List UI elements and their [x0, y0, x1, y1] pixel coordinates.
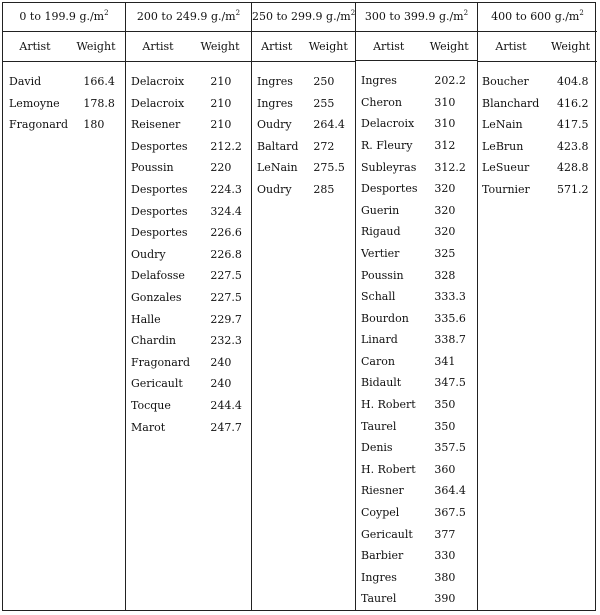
unit-exponent: 2	[350, 9, 356, 17]
table-row	[252, 71, 355, 93]
table-row	[252, 93, 355, 115]
table-row	[126, 179, 251, 201]
table-row	[356, 416, 477, 438]
weight-value: 357.5	[434, 441, 466, 455]
group-rows	[126, 62, 251, 438]
table-row	[126, 222, 251, 244]
artist-name: Delacroix	[131, 96, 185, 110]
weight-value: 360	[434, 462, 456, 476]
unit-label: g./m	[210, 10, 236, 23]
weight-value: 255	[313, 96, 335, 110]
weight-value: 347.5	[434, 376, 466, 390]
table-row	[478, 157, 597, 179]
weight-range-label: 250 to 299.9	[252, 10, 323, 23]
table-row	[356, 372, 477, 394]
weight-range-label: 400 to 600	[491, 10, 552, 23]
group-rows	[478, 62, 597, 201]
artist-name: Barbier	[361, 549, 404, 563]
artist-name: Desportes	[131, 204, 188, 218]
artist-name: Oudry	[131, 247, 166, 261]
weight-value: 275.5	[313, 161, 345, 175]
artist-name: Oudry	[257, 182, 292, 196]
weight-value: 350	[434, 419, 456, 433]
table-row	[126, 157, 251, 179]
artist-name: Desportes	[361, 182, 418, 196]
artist-column-header: Artist	[261, 40, 293, 53]
weight-value: 310	[434, 117, 456, 131]
table-row	[252, 114, 355, 136]
column-header-row	[356, 32, 477, 61]
weight-value: 390	[434, 592, 456, 606]
weight-value: 244.4	[210, 398, 242, 412]
table-row	[356, 394, 477, 416]
weight-value: 240	[210, 355, 232, 369]
weight-value: 404.8	[557, 75, 589, 88]
artist-name: Chardin	[131, 334, 176, 348]
artist-name: Ingres	[361, 570, 397, 584]
weight-value: 250	[313, 75, 335, 88]
artist-name: Cheron	[361, 95, 402, 109]
artist-name: Coypel	[361, 506, 400, 520]
table-row	[478, 114, 597, 136]
table-row	[126, 93, 251, 115]
weight-value: 335.6	[434, 311, 466, 325]
weight-value: 285	[313, 182, 335, 196]
weight-value: 247.7	[210, 420, 242, 434]
weight-column-header: Weight	[76, 40, 116, 53]
weight-group	[478, 3, 597, 610]
table-row	[356, 567, 477, 589]
table-row	[126, 244, 251, 266]
artist-name: Taurel	[361, 419, 397, 433]
weight-value: 240	[210, 377, 232, 391]
weight-range-header	[126, 3, 251, 32]
table-row	[356, 459, 477, 481]
weight-range-label: 0 to 199.9	[19, 10, 76, 23]
weight-value: 210	[210, 118, 232, 132]
table-row	[3, 114, 125, 136]
weight-value: 227.5	[210, 269, 242, 283]
artist-name: Delafosse	[131, 269, 185, 283]
artist-name: R. Fleury	[361, 138, 413, 152]
unit-label: g./m	[554, 10, 580, 23]
unit-exponent: 2	[579, 9, 584, 17]
weight-table	[2, 2, 596, 611]
artist-name: H. Robert	[361, 398, 416, 412]
weight-group	[252, 3, 356, 610]
artist-name: Bidault	[361, 376, 402, 390]
weight-value: 210	[210, 96, 232, 110]
weight-column-header: Weight	[308, 40, 348, 53]
artist-name: Delacroix	[131, 75, 185, 88]
artist-name: Ingres	[257, 96, 293, 110]
weight-value: 364.4	[434, 484, 466, 498]
weight-group	[3, 3, 126, 610]
table-row	[252, 157, 355, 179]
table-row	[3, 93, 125, 115]
weight-value: 220	[210, 161, 232, 175]
column-header-row	[478, 32, 597, 62]
weight-range-header	[478, 3, 597, 32]
table-row	[356, 221, 477, 243]
weight-value: 416.2	[557, 96, 589, 110]
artist-name: LeNain	[482, 118, 523, 132]
artist-name: Guerin	[361, 203, 400, 217]
unit-exponent: 2	[235, 9, 241, 17]
weight-value: 320	[434, 203, 456, 217]
artist-name: Bourdon	[361, 311, 409, 325]
table-row	[478, 93, 597, 115]
table-row	[356, 70, 477, 92]
table-row	[356, 157, 477, 179]
table-row	[252, 136, 355, 158]
weight-value: 377	[434, 527, 456, 541]
weight-value: 328	[434, 268, 456, 282]
artist-name: LeSueur	[482, 161, 530, 175]
artist-name: Gericault	[361, 527, 413, 541]
artist-column-header: Artist	[19, 40, 51, 53]
table-row	[126, 114, 251, 136]
weight-value: 180	[83, 118, 105, 132]
weight-value: 320	[434, 225, 456, 239]
weight-value: 224.3	[210, 182, 242, 196]
artist-name: Poussin	[361, 268, 404, 282]
table-row	[478, 179, 597, 201]
artist-name: Taurel	[361, 592, 397, 606]
table-row	[126, 417, 251, 439]
weight-group	[356, 3, 478, 610]
table-row	[126, 309, 251, 331]
table-row	[356, 178, 477, 200]
table-row	[356, 200, 477, 222]
table-row	[356, 351, 477, 373]
artist-name: Linard	[361, 333, 398, 347]
table-row	[126, 352, 251, 374]
weight-range-header	[252, 3, 355, 32]
artist-column-header: Artist	[142, 40, 174, 53]
artist-name: Oudry	[257, 118, 292, 132]
unit-exponent: 2	[104, 9, 109, 17]
artist-name: Desportes	[131, 226, 188, 240]
weight-value: 272	[313, 139, 335, 153]
column-header-row	[252, 32, 355, 62]
artist-name: Schall	[361, 290, 396, 304]
weight-value: 226.8	[210, 247, 242, 261]
artist-name: Baltard	[257, 139, 299, 153]
artist-name: Denis	[361, 441, 393, 455]
weight-value: 320	[434, 182, 456, 196]
weight-group	[126, 3, 252, 610]
artist-name: Desportes	[131, 139, 188, 153]
table-row	[478, 136, 597, 158]
group-rows	[3, 62, 125, 136]
weight-value: 178.8	[83, 96, 115, 110]
artist-name: Poussin	[131, 161, 174, 175]
artist-name: LeNain	[257, 161, 298, 175]
table-row	[356, 113, 477, 135]
artist-name: Delacroix	[361, 117, 415, 131]
table-row	[252, 179, 355, 201]
weight-value: 212.2	[210, 139, 242, 153]
artist-name: Fragonard	[9, 118, 69, 132]
artist-column-header: Artist	[495, 40, 527, 53]
artist-name: Desportes	[131, 182, 188, 196]
table-row	[126, 136, 251, 158]
weight-value: 333.3	[434, 290, 466, 304]
weight-value: 229.7	[210, 312, 242, 326]
artist-name: Subleyras	[361, 160, 417, 174]
table-row	[356, 329, 477, 351]
weight-value: 380	[434, 570, 456, 584]
artist-name: Ingres	[361, 74, 397, 88]
weight-value: 330	[434, 549, 456, 563]
weight-value: 341	[434, 354, 456, 368]
table-row	[126, 373, 251, 395]
artist-name: Halle	[131, 312, 161, 326]
weight-value: 227.5	[210, 290, 242, 304]
unit-label: g./m	[326, 10, 351, 23]
weight-value: 232.3	[210, 334, 242, 348]
weight-value: 310	[434, 95, 456, 109]
artist-column-header: Artist	[373, 39, 405, 53]
table-row	[478, 71, 597, 93]
artist-name: Reisener	[131, 118, 181, 132]
table-row	[356, 265, 477, 287]
artist-name: Gericault	[131, 377, 183, 391]
weight-value: 417.5	[557, 118, 589, 132]
artist-name: Blanchard	[482, 96, 540, 110]
weight-column-header: Weight	[429, 39, 469, 53]
weight-value: 350	[434, 398, 456, 412]
artist-name: LeBrun	[482, 139, 524, 153]
artist-name: Vertier	[361, 246, 400, 260]
weight-range-label: 200 to 249.9	[136, 10, 208, 23]
table-row	[356, 588, 477, 610]
artist-name: H. Robert	[361, 462, 416, 476]
unit-label: g./m	[79, 10, 105, 23]
table-row	[356, 437, 477, 459]
weight-range-header	[3, 3, 125, 32]
column-header-row	[126, 32, 251, 62]
table-row	[356, 92, 477, 114]
weight-value: 324.4	[210, 204, 242, 218]
weight-value: 338.7	[434, 333, 466, 347]
table-row	[3, 71, 125, 93]
weight-value: 226.6	[210, 226, 242, 240]
weight-value: 325	[434, 246, 456, 260]
table-row	[356, 286, 477, 308]
artist-name: Caron	[361, 354, 395, 368]
artist-name: Rigaud	[361, 225, 401, 239]
weight-value: 210	[210, 75, 232, 88]
table-row	[356, 524, 477, 546]
weight-value: 367.5	[434, 506, 466, 520]
table-row	[356, 480, 477, 502]
group-rows	[356, 61, 477, 610]
weight-value: 312.2	[434, 160, 466, 174]
table-row	[356, 545, 477, 567]
weight-column-header: Weight	[200, 40, 240, 53]
weight-range-header	[356, 3, 477, 32]
weight-value: 166.4	[83, 75, 115, 88]
artist-name: David	[9, 75, 42, 88]
artist-name: Boucher	[482, 75, 529, 88]
weight-value: 423.8	[557, 139, 589, 153]
weight-range-label: 300 to 399.9	[364, 10, 436, 23]
weight-value: 571.2	[557, 182, 589, 196]
artist-name: Ingres	[257, 75, 293, 88]
weight-column-header: Weight	[551, 40, 590, 53]
table-row	[126, 287, 251, 309]
column-header-row	[3, 32, 125, 62]
table-row	[356, 135, 477, 157]
artist-name: Riesner	[361, 484, 404, 498]
table-row	[126, 330, 251, 352]
group-rows	[252, 62, 355, 201]
table-row	[126, 71, 251, 93]
artist-name: Lemoyne	[9, 96, 60, 110]
weight-value: 312	[434, 138, 456, 152]
table-row	[356, 502, 477, 524]
table-row	[126, 265, 251, 287]
artist-name: Gonzales	[131, 290, 182, 304]
table-row	[126, 395, 251, 417]
artist-name: Fragonard	[131, 355, 191, 369]
weight-value: 264.4	[313, 118, 345, 132]
table-row	[356, 308, 477, 330]
unit-exponent: 2	[463, 9, 469, 17]
table-row	[356, 243, 477, 265]
artist-name: Marot	[131, 420, 166, 434]
artist-name: Tocque	[131, 398, 171, 412]
weight-value: 202.2	[434, 74, 466, 88]
unit-label: g./m	[438, 10, 464, 23]
weight-value: 428.8	[557, 161, 589, 175]
table-row	[126, 201, 251, 223]
artist-name: Tournier	[482, 182, 530, 196]
